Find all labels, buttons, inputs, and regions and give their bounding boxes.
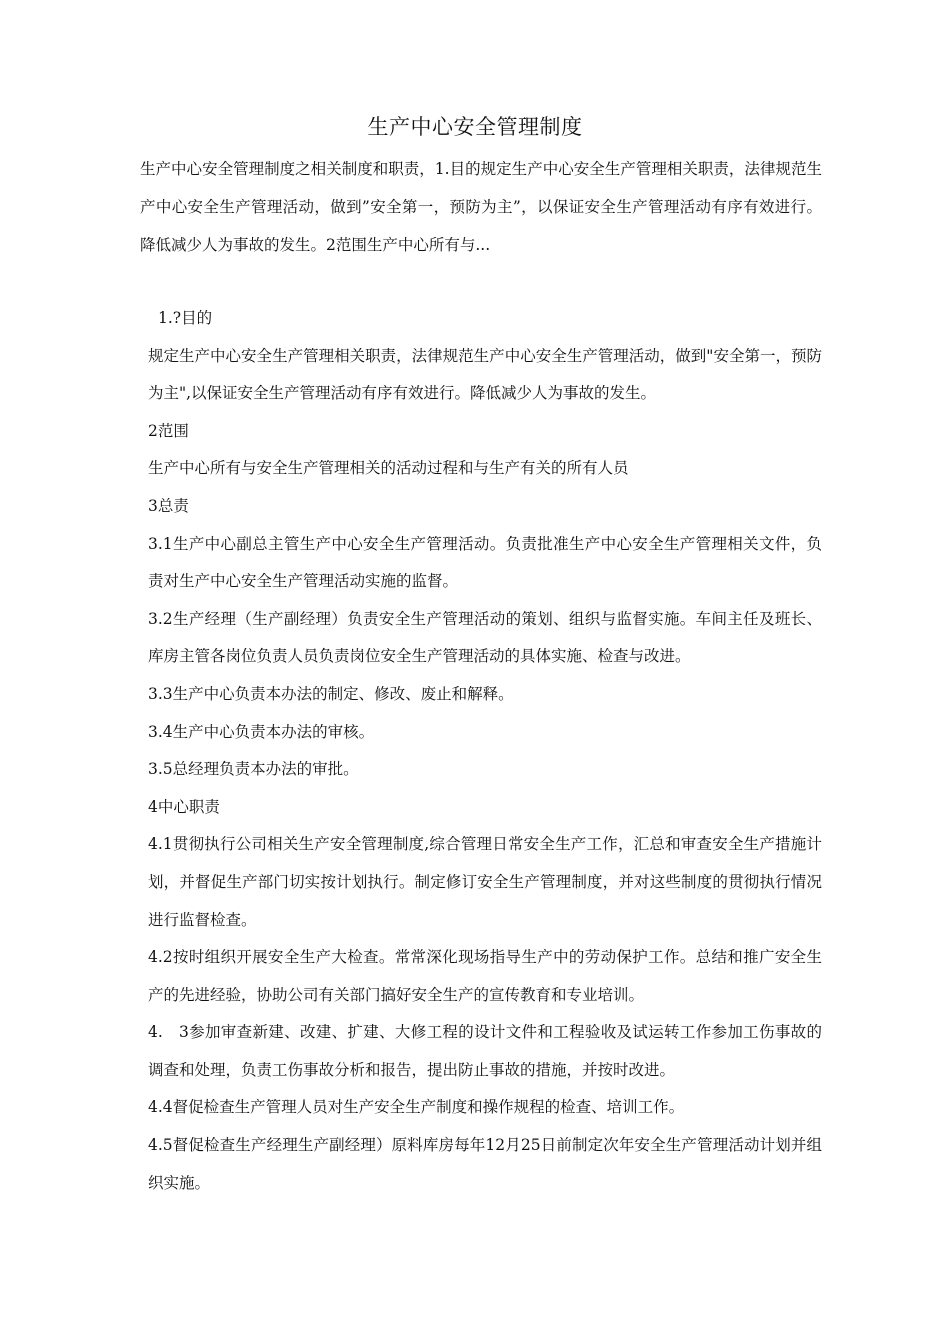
section-paragraph: 4.5督促检查生产经理生产副经理）原料库房每年12月25日前制定次年安全生产管理活动计划并组织实施。 [148, 1136, 822, 1192]
section-paragraph: 3.5总经理负责本办法的审批。 [148, 760, 359, 779]
section-paragraph: 生产中心所有与安全生产管理相关的活动过程和与生产有关的所有人员 [148, 459, 629, 478]
section-paragraph: 3.3生产中心负责本办法的制定、修改、废止和解释。 [148, 684, 514, 703]
section-paragraph: 3.2生产经理（生产副经理）负责安全生产管理活动的策划、组织与监督实施。车间主任及班长、库房主管各岗位负责人员负责岗位安全生产管理活动的具体实施、检查与改进。 [148, 609, 822, 666]
document-title: 生产中心安全管理制度 [367, 115, 583, 139]
section-paragraph: 规定生产中心安全生产管理相关职责，法律规范生产中心安全生产管理活动，做到"安全第一，预防为主",以保证安全生产管理活动有序有效进行。降低减少人为事故的发生。 [148, 346, 822, 403]
document-summary: 生产中心安全管理制度之相关制度和职责，1.目的规定生产中心安全生产管理相关职责，法律规范生产中心安全生产管理活动，做到”安全第一，预防为主”，以保证安全生产管理活动有序有效进行。降低减少人为事故的发生。2范围生产中心所有与... [140, 160, 822, 254]
section-paragraph: 3.1生产中心副总主管生产中心安全生产管理活动。负责批准生产中心安全生产管理相关文件，负责对生产中心安全生产管理活动实施的监督。 [148, 534, 822, 591]
document-body [140, 300, 822, 1202]
section-paragraph: 3总责 [148, 496, 189, 515]
section-paragraph: 4. 3参加审查新建、改建、扩建、大修工程的设计文件和工程验收及试运转工作参加工伤事故的调查和处理，负责工伤事故分析和报告，提出防止事故的措施，并按时改进。 [148, 1023, 822, 1079]
section-paragraph: 4中心职责 [148, 797, 220, 816]
section-paragraph: 1.?目的 [158, 309, 213, 327]
section-paragraph: 4.4督促检查生产管理人员对生产安全生产制度和操作规程的检查、培训工作。 [148, 1098, 685, 1117]
section-paragraph: 3.4生产中心负责本办法的审核。 [148, 722, 375, 741]
section-paragraph: 2范围 [148, 421, 189, 440]
section-paragraph: 4.2按时组织开展安全生产大检查。常常深化现场指导生产中的劳动保护工作。总结和推广安全生产的先进经验，协助公司有关部门搞好安全生产的宣传教育和专业培训。 [148, 948, 822, 1004]
section-paragraph: 4.1贯彻执行公司相关生产安全管理制度,综合管理日常安全生产工作，汇总和审查安全生产措施计划，并督促生产部门切实按计划执行。制定修订安全生产管理制度，并对这些制度的贯彻执行情况进行监督检查。 [148, 835, 822, 929]
